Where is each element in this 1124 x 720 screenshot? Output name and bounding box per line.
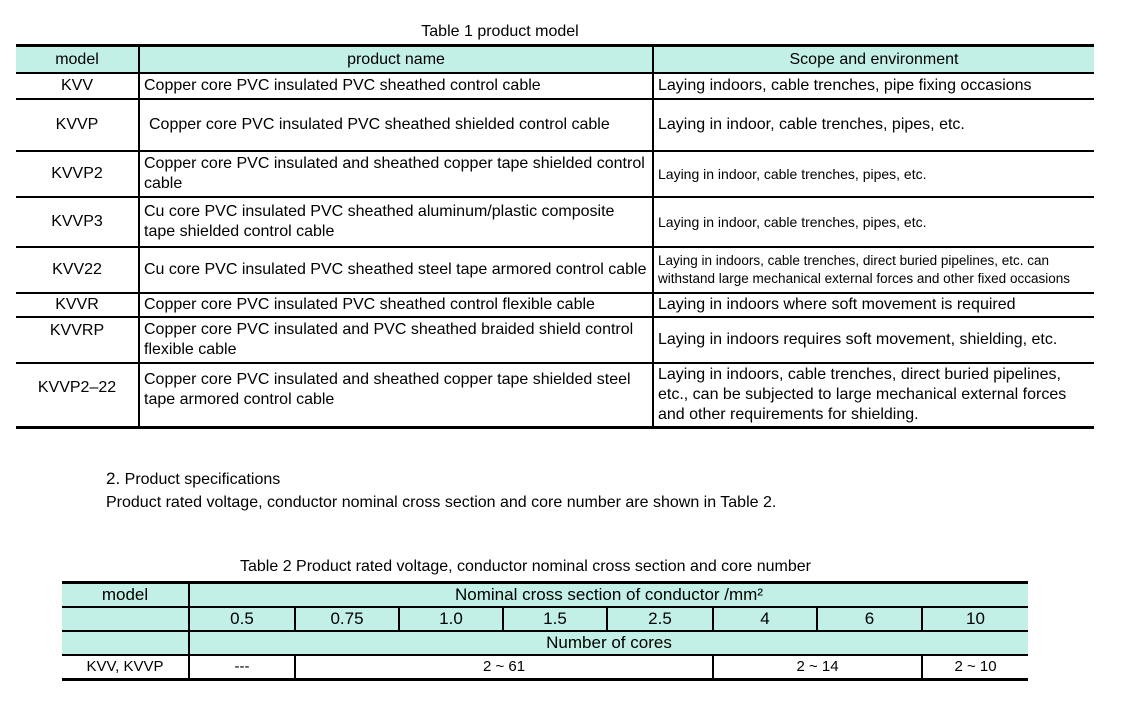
- cores-cell: 2 ~ 10: [922, 655, 1028, 680]
- model-cell: KVV22: [16, 247, 139, 293]
- size-cell: 1.5: [503, 607, 607, 631]
- col-header-product-name: product name: [139, 46, 653, 74]
- table-row: [16, 247, 1094, 293]
- scope-cell: Laying indoors, cable trenches, pipe fixing occasions: [653, 73, 1094, 99]
- model-cell: KVVP: [16, 99, 139, 151]
- cross-section-header: Nominal cross section of conductor /mm²: [189, 583, 1028, 608]
- sizes-row: [62, 607, 1028, 631]
- table-row: [16, 317, 1094, 363]
- col-header-model: model: [62, 583, 189, 608]
- table-row: [16, 363, 1094, 427]
- section-text: Product rated voltage, conductor nominal cross section and core number are shown in Table 2.: [106, 494, 777, 511]
- size-cell: 0.75: [295, 607, 399, 631]
- size-cell: 0.5: [189, 607, 295, 631]
- scope-cell: Laying in indoors requires soft movement, shielding, etc.: [653, 317, 1094, 363]
- table-row: [16, 197, 1094, 247]
- scope-cell: Laying in indoors, cable trenches, direct buried pipelines, etc. can withstand large mechanical external forces and other fixed occasions: [653, 247, 1094, 293]
- scope-cell: Laying in indoor, cable trenches, pipes, etc.: [653, 99, 1094, 151]
- cores-cell: 2 ~ 61: [295, 655, 713, 680]
- table-row: [16, 99, 1094, 151]
- model-cell: KVVP2–22: [16, 363, 139, 427]
- col-header-scope: Scope and environment: [653, 46, 1094, 74]
- section-heading: [106, 469, 280, 489]
- product-name-cell: Cu core PVC insulated PVC sheathed aluminum/plastic composite tape shielded control cable: [139, 197, 653, 247]
- size-cell: 1.0: [399, 607, 503, 631]
- table-row: [16, 73, 1094, 99]
- cores-cell: 2 ~ 14: [713, 655, 922, 680]
- cores-header: Number of cores: [189, 631, 1028, 655]
- scope-cell: Laying in indoor, cable trenches, pipes, etc.: [653, 151, 1094, 197]
- cross-section-table: [62, 581, 1028, 681]
- product-name-cell: Copper core PVC insulated and sheathed copper tape shielded steel tape armored control cable: [139, 363, 653, 427]
- size-cell: 6: [817, 607, 922, 631]
- cores-header-row: [62, 631, 1028, 655]
- size-cell: 10: [922, 607, 1028, 631]
- table-row: [16, 293, 1094, 317]
- scope-cell: Laying in indoors where soft movement is required: [653, 293, 1094, 317]
- product-name-cell: Copper core PVC insulated and PVC sheathed braided shield control flexible cable: [139, 317, 653, 363]
- product-model-table: [16, 44, 1094, 429]
- table1-header-row: [16, 46, 1094, 74]
- size-cell: 4: [713, 607, 817, 631]
- col-header-model: model: [16, 46, 139, 74]
- product-name-cell: Copper core PVC insulated PVC sheathed control flexible cable: [139, 293, 653, 317]
- product-name-cell: Copper core PVC insulated and sheathed copper tape shielded control cable: [139, 151, 653, 197]
- model-cell: KVV: [16, 73, 139, 99]
- table-row: [16, 151, 1094, 197]
- scope-cell: Laying in indoors, cable trenches, direct buried pipelines, etc., can be subjected to large mechanical external forces and other requirements for shielding.: [653, 363, 1094, 427]
- scope-cell: Laying in indoor, cable trenches, pipes, etc.: [653, 197, 1094, 247]
- size-cell: 2.5: [607, 607, 713, 631]
- section-number: 2.: [106, 469, 121, 488]
- product-name-cell: Copper core PVC insulated PVC sheathed control cable: [139, 73, 653, 99]
- model-cell: KVVRP: [16, 317, 139, 363]
- table2-header-row: [62, 583, 1028, 608]
- product-name-cell: Copper core PVC insulated PVC sheathed shielded control cable: [139, 99, 653, 151]
- section-title: Product specifications: [124, 471, 281, 488]
- model-cell: KVVP2: [16, 151, 139, 197]
- table1-caption: Table 1 product model: [421, 23, 579, 40]
- table2-caption: Table 2 Product rated voltage, conductor nominal cross section and core number: [240, 558, 811, 575]
- blank-cell: [62, 631, 189, 655]
- model-cell: KVVP3: [16, 197, 139, 247]
- product-name-cell: Cu core PVC insulated PVC sheathed steel tape armored control cable: [139, 247, 653, 293]
- cores-cell: ---: [189, 655, 295, 680]
- table-row: [62, 655, 1028, 680]
- model-cell: KVV, KVVP: [62, 655, 189, 680]
- model-cell: KVVR: [16, 293, 139, 317]
- blank-cell: [62, 607, 189, 631]
